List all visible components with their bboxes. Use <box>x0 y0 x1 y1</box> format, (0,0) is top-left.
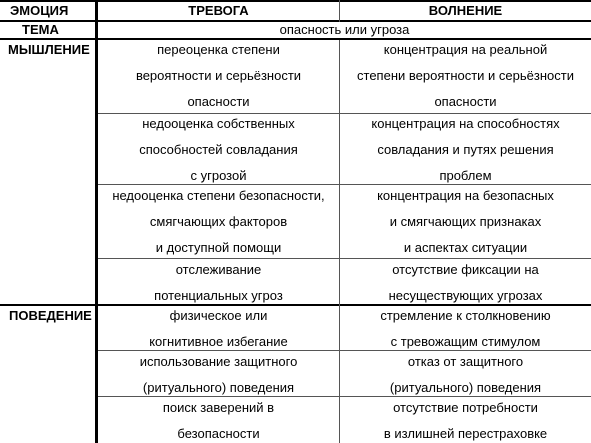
thinking-excitement-cell <box>340 43 591 108</box>
cell-line: вероятности и серьёзности <box>135 68 302 83</box>
thinking-anxiety-cell <box>98 43 339 108</box>
cell-line: стремление к столкновению <box>380 308 551 323</box>
row-divider <box>96 184 591 185</box>
cell-line: совладания и путях решения <box>377 142 554 157</box>
cell-line: способностей совладания <box>139 142 298 157</box>
theme-label: ТЕМА <box>22 22 59 37</box>
cell-line: концентрация на реальной <box>383 42 548 57</box>
cell-line: отсутствие фиксации на <box>392 262 539 277</box>
cell-line: безопасности <box>177 426 260 441</box>
cell-line: отслеживание <box>175 262 262 277</box>
cell-line: потенциальных угроз <box>154 288 283 303</box>
thinking-label: МЫШЛЕНИЕ <box>8 42 90 57</box>
cell-line: проблем <box>439 168 492 183</box>
cell-line: смягчающих факторов <box>149 214 288 229</box>
thinking-excitement-cell <box>340 189 591 254</box>
cell-line: в излишней перестраховке <box>383 426 548 441</box>
behavior-excitement-cell <box>340 355 591 394</box>
row-divider <box>96 113 591 114</box>
cell-line: недооценка собственных <box>142 116 295 131</box>
behavior-excitement-cell <box>340 401 591 440</box>
top-rule <box>0 0 591 2</box>
cell-line: концентрация на способностях <box>371 116 560 131</box>
header-excitement: ВОЛНЕНИЕ <box>428 3 503 18</box>
thinking-anxiety-cell <box>98 117 339 182</box>
cell-line: опасности <box>434 94 497 109</box>
theme-bottom-rule <box>0 38 591 40</box>
behavior-excitement-cell <box>340 309 591 348</box>
cell-line: степени вероятности и серьёзности <box>357 68 574 83</box>
behavior-anxiety-cell <box>98 309 339 348</box>
cell-line: использование защитного <box>139 354 298 369</box>
cell-line: отсутствие потребности <box>393 400 538 415</box>
row-divider <box>96 396 591 397</box>
thinking-excitement-cell <box>340 263 591 302</box>
row-divider <box>96 258 591 259</box>
cell-line: физическое или <box>169 308 268 323</box>
row-divider <box>96 350 591 351</box>
thinking-anxiety-cell <box>98 189 339 254</box>
section-divider <box>0 304 591 306</box>
cell-line: (ритуального) поведения <box>142 380 295 395</box>
cell-line: опасности <box>187 94 250 109</box>
behavior-label: ПОВЕДЕНИЕ <box>9 308 92 323</box>
behavior-anxiety-cell <box>98 355 339 394</box>
cell-line: с тревожащим стимулом <box>390 334 541 349</box>
cell-line: и аспектах ситуации <box>403 240 528 255</box>
cell-line: недооценка степени безопасности, <box>112 188 325 203</box>
thinking-anxiety-cell <box>98 263 339 302</box>
behavior-anxiety-cell <box>98 401 339 440</box>
header-anxiety: ТРЕВОГА <box>188 3 249 18</box>
cell-line: когнитивное избегание <box>149 334 288 349</box>
cell-line: отказ от защитного <box>407 354 524 369</box>
thinking-excitement-cell <box>340 117 591 182</box>
header-emotion: ЭМОЦИЯ <box>10 3 69 18</box>
cell-line: концентрация на безопасных <box>377 188 554 203</box>
cell-line: с угрозой <box>190 168 247 183</box>
cell-line: и смягчающих признаках <box>389 214 542 229</box>
cell-line: поиск заверений в <box>162 400 275 415</box>
theme-value: опасность или угроза <box>279 22 410 37</box>
cell-line: несуществующих угрозах <box>388 288 543 303</box>
cell-line: и доступной помощи <box>155 240 282 255</box>
cell-line: (ритуального) поведения <box>389 380 542 395</box>
cell-line: переоценка степени <box>157 42 280 57</box>
